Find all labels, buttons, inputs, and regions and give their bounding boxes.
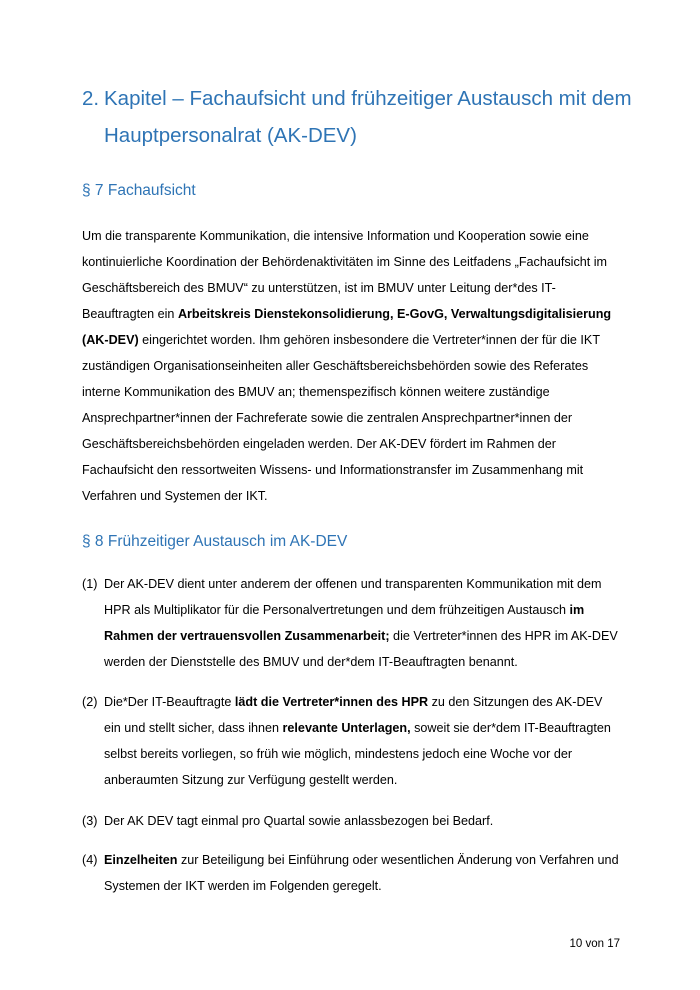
section-7-text-bold: Arbeitskreis Dienstekonsolidierung, E-GovG, Verwaltungsdigitalisierung (AK-DEV): [82, 307, 612, 347]
item-number: (2): [82, 695, 98, 709]
item-text: [104, 571, 622, 675]
chapter-heading: [82, 80, 642, 154]
item-text-a: Die*Der IT-Beauftragte: [104, 695, 235, 709]
section-7-text-a: Um die transparente Kommunikation, die intensive Information und Kooperation sowie eine kontinuierliche Koordination der Behördenaktivitäten im Sinne des Leitfadens „Fachaufsicht im Geschäftsbereich des BMUV“ zu unterstützen, ist im BMUV unter Leitung der*des IT-Beauftragten ein: [82, 229, 608, 321]
list-item-3: [82, 808, 622, 834]
item-text-c: zu den Sitzungen des AK-DEV ein und stellt sicher, dass ihnen: [104, 695, 603, 735]
list-item-1: [82, 571, 622, 675]
chapter-number: 2.: [82, 87, 100, 110]
section-7-text-c: eingerichtet worden. Ihm gehören insbesondere die Vertreter*innen der für die IKT zuständigen Organisationseinheiten aller Geschäftsbereichsbehörden sowie des Referates interne Kommunikation des BMUV an; themenspezifisch können weitere zuständige Ansprechpartner*innen der Fachreferate sowie die zentralen Ansprechpartner*innen der Geschäftsbereichsbehörden eingeladen werden. Der AK-DEV fördert im Rahmen der Fachaufsicht den ressortweiten Wissens- und Informationstransfer im Zusammenhang mit Verfahren und Systemen der IKT.: [82, 333, 600, 503]
section-7-heading: § 7 Fachaufsicht: [82, 182, 196, 199]
item-text: Der AK DEV tagt einmal pro Quartal sowie anlassbezogen bei Bedarf.: [104, 814, 494, 828]
item-text-c: die Vertreter*innen des HPR im AK-DEV werden der Dienststelle des BMUV und der*dem IT-Beauftragten benannt.: [104, 629, 618, 669]
chapter-title-line2: Hauptpersonalrat (AK-DEV): [104, 124, 357, 147]
section-7-paragraph: [82, 223, 622, 509]
item-number: (3): [82, 814, 98, 828]
item-number: (1): [82, 577, 98, 591]
item-text-a: Der AK-DEV dient unter anderem der offenen und transparenten Kommunikation mit dem HPR als Multiplikator für die Personalvertretungen und dem frühzeitigen Austausch: [104, 577, 602, 617]
item-text: [104, 847, 622, 899]
item-text-bold-2: relevante Unterlagen,: [282, 721, 411, 735]
page-number: 10 von 17: [569, 938, 620, 950]
item-text-c: zur Beteiligung bei Einführung oder wesentlichen Änderung von Verfahren und Systemen der IKT werden im Folgenden geregelt.: [104, 853, 619, 893]
section-8-heading: § 8 Frühzeitiger Austausch im AK-DEV: [82, 533, 348, 550]
list-item-4: [82, 847, 622, 899]
item-text-e: soweit sie der*dem IT-Beauftragten selbst bereits vorliegen, so früh wie möglich, mindestens jedoch eine Woche vor der anberaumten Sitzung zur Verfügung gestellt werden.: [104, 721, 611, 787]
item-text-bold: lädt die Vertreter*innen des HPR: [234, 695, 429, 709]
list-item-2: [82, 689, 622, 793]
chapter-title-line1: Kapitel – Fachaufsicht und frühzeitiger Austausch mit dem: [104, 87, 632, 110]
item-text: [104, 689, 622, 793]
item-number: (4): [82, 853, 98, 867]
item-text-bold: Einzelheiten: [104, 853, 178, 867]
item-text-bold: im Rahmen der vertrauensvollen Zusammenarbeit;: [104, 603, 585, 643]
